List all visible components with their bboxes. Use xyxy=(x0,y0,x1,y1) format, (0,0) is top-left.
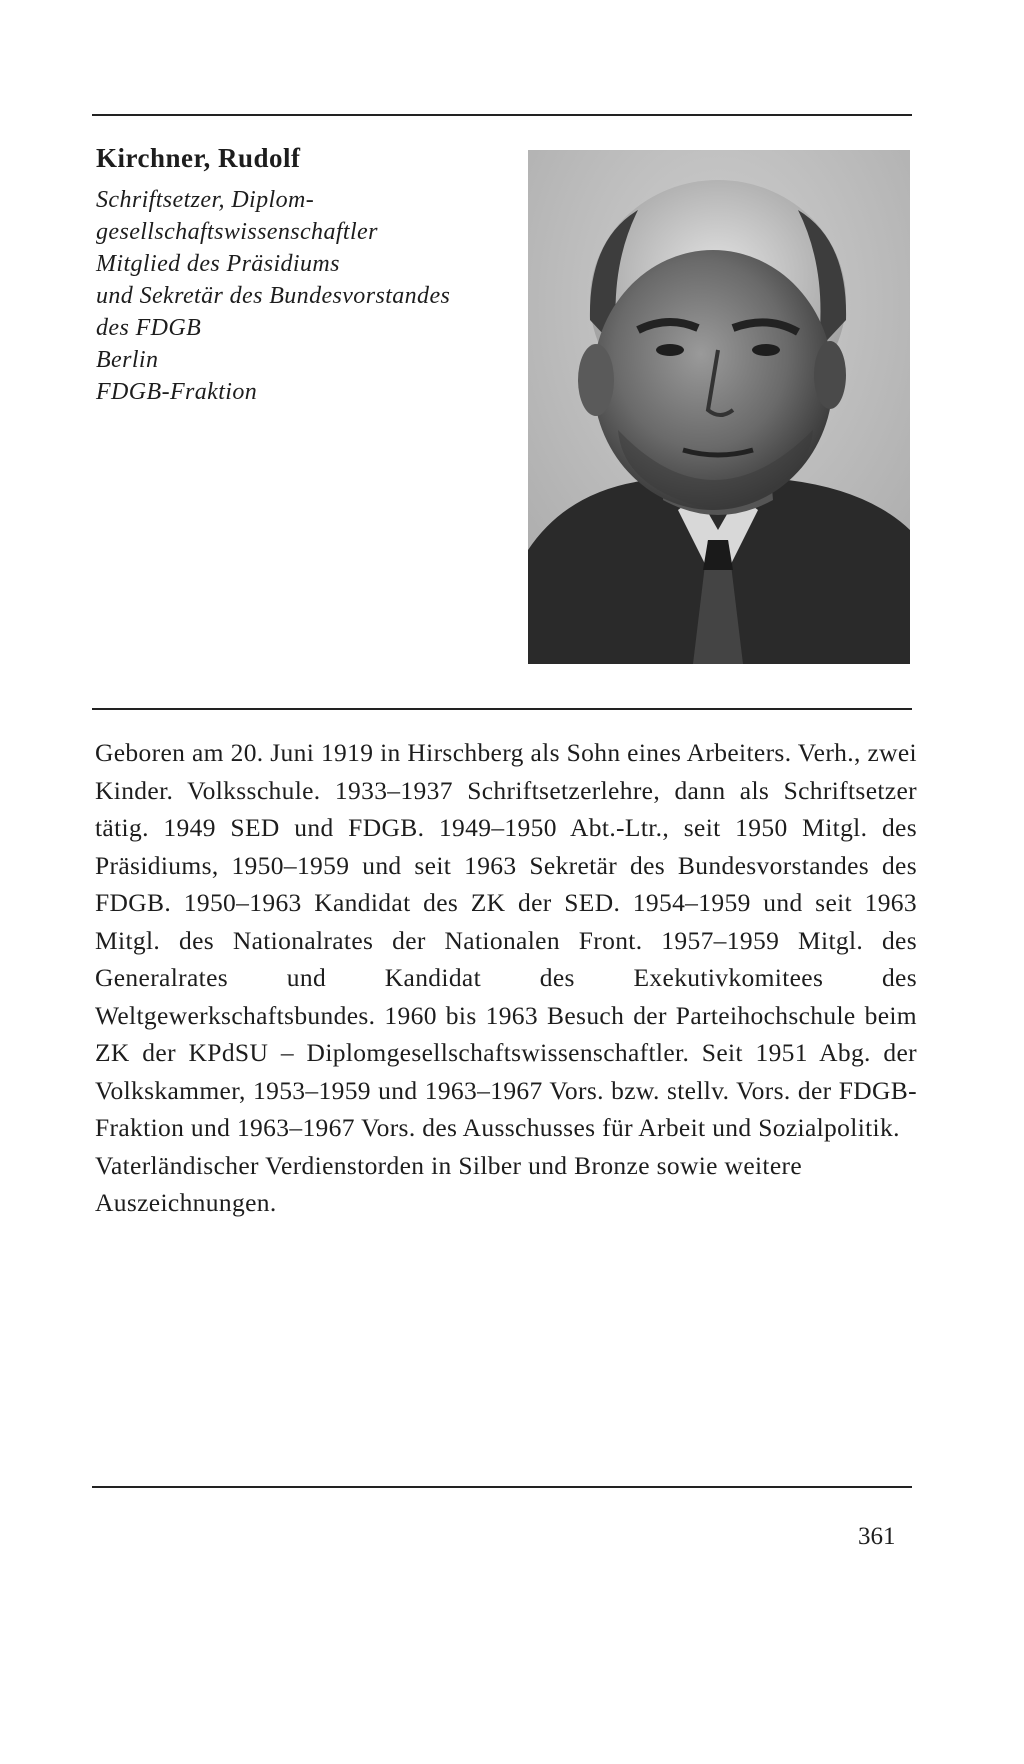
function-line-1: Mitglied des Präsidiums xyxy=(96,251,340,277)
function-line-3: des FDGB xyxy=(96,315,202,341)
occupation-line-1: Schriftsetzer, Diplom- xyxy=(96,187,315,213)
bottom-rule xyxy=(92,1486,912,1488)
location: Berlin xyxy=(96,347,159,373)
occupation-line-2: gesellschaftswissenschaftler xyxy=(96,219,378,245)
biography-paragraph: Geboren am 20. Juni 1919 in Hirschberg als Sohn eines Arbeiters. Verh., zwei Kinder. Volksschule. 1933–1937 Schriftsetzerlehre, dann als Schriftsetzer tätig. 1949 SED und FDGB. 1949–1950 Abt.-Ltr., seit 1950 Mitgl. des Präsidiums, 1950–1959 und seit 1963 Sekretär des Bundesvorstandes des FDGB. 1950–1963 Kandidat des ZK der SED. 1954–1959 und seit 1963 Mitgl. des Nationalrates der Nationalen Front. 1957–1959 Mitgl. des Generalrates und Kandidat des Exekutivkomitees des Weltgewerkschaftsbundes. 1960 bis 1963 Besuch der Parteihochschule beim ZK der KPdSU – Diplomgesellschaftswissenschaftler. Seit 1951 Abg. der Volkskammer, 1953–1959 und 1963–1967 Vors. bzw. stellv. Vors. der FDGB-Fraktion und 1963–1967 Vors. des Ausschusses für Arbeit und Sozialpolitik. xyxy=(95,738,917,1142)
faction: FDGB-Fraktion xyxy=(96,379,258,405)
top-rule xyxy=(92,114,912,116)
function-line-2: und Sekretär des Bundesvorstandes xyxy=(96,283,451,309)
person-name: Kirchner, Rudolf xyxy=(96,143,301,173)
awards-paragraph: Vaterländischer Verdienstorden in Silber und Bronze sowie weitere Auszeichnungen. xyxy=(95,1150,803,1217)
portrait-photo xyxy=(528,150,910,664)
entry-header xyxy=(96,140,516,408)
middle-rule xyxy=(92,708,912,710)
page-number: 361 xyxy=(858,1523,896,1550)
biography-text xyxy=(95,734,917,1222)
